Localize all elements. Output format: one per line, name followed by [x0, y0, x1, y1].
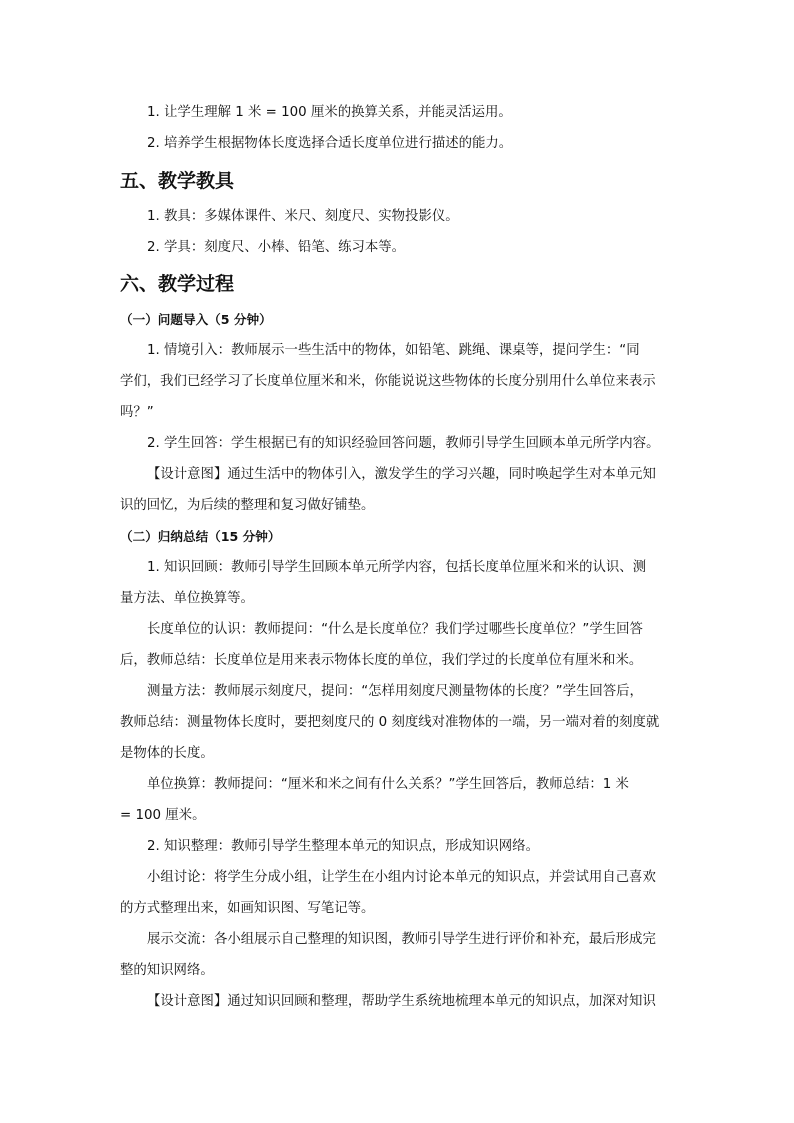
paragraph-line: 是物体的长度。	[120, 746, 214, 761]
paragraph-line: 长度单位的认识：教师提问：“什么是长度单位？我们学过哪些长度单位？”学生回答	[147, 622, 643, 637]
paragraph-line: 后，教师总结：长度单位是用来表示物体长度的单位，我们学过的长度单位有厘米和米。	[120, 653, 643, 668]
aids-item-1: 1. 教具：多媒体课件、米尺、刻度尺、实物投影仪。	[147, 209, 459, 224]
paragraph-line: 整的知识网络。	[120, 963, 214, 978]
paragraph-line: 2. 学生回答：学生根据已有的知识经验回答问题，教师引导学生回顾本单元所学内容。	[147, 436, 660, 451]
paragraph-line: 测量方法：教师展示刻度尺，提问：“怎样用刻度尺测量物体的长度？”学生回答后，	[147, 684, 643, 699]
aids-item-2: 2. 学具：刻度尺、小棒、铅笔、练习本等。	[147, 240, 406, 255]
section-heading-teaching-process: 六、教学过程	[120, 273, 235, 295]
paragraph-line: 量方法、单位换算等。	[120, 591, 254, 606]
paragraph-line: 的方式整理出来，如画知识图、写笔记等。	[120, 901, 375, 916]
paragraph-line: 学们，我们已经学习了长度单位厘米和米，你能说说这些物体的长度分别用什么单位来表示	[120, 374, 656, 389]
subsection-title-intro: （一）问题导入（5 分钟）	[120, 312, 272, 327]
subsection-title-summary: （二）归纳总结（15 分钟）	[120, 529, 281, 544]
paragraph-line: 2. 知识整理：教师引导学生整理本单元的知识点，形成知识网络。	[147, 839, 539, 854]
objective-item-2: 2. 培养学生根据物体长度选择合适长度单位进行描述的能力。	[147, 136, 513, 151]
paragraph-line: 小组讨论：将学生分成小组，让学生在小组内讨论本单元的知识点，并尝试用自己喜欢	[147, 870, 656, 885]
paragraph-line: 【设计意图】通过知识回顾和整理，帮助学生系统地梳理本单元的知识点，加深对知识	[147, 994, 656, 1009]
paragraph-line: 【设计意图】通过生活中的物体引入，激发学生的学习兴趣，同时唤起学生对本单元知	[147, 467, 656, 482]
paragraph-line: 展示交流：各小组展示自己整理的知识图，教师引导学生进行评价和补充，最后形成完	[147, 932, 656, 947]
paragraph-line: 1. 知识回顾：教师引导学生回顾本单元所学内容，包括长度单位厘米和米的认识、测	[147, 560, 647, 575]
paragraph-line: 单位换算：教师提问：“厘米和米之间有什么关系？”学生回答后，教师总结：1 米	[147, 777, 629, 792]
paragraph-line: 吗？”	[120, 405, 154, 420]
paragraph-line: 1. 情境引入：教师展示一些生活中的物体，如铅笔、跳绳、课桌等，提问学生：“同	[147, 343, 640, 358]
objective-item-1: 1. 让学生理解 1 米 = 100 厘米的换算关系，并能灵活运用。	[147, 105, 512, 120]
paragraph-line: 识的回忆，为后续的整理和复习做好铺垫。	[120, 498, 375, 513]
paragraph-line: 教师总结：测量物体长度时，要把刻度尺的 0 刻度线对准物体的一端，另一端对着的刻度就	[120, 715, 660, 730]
paragraph-line: = 100 厘米。	[120, 808, 206, 823]
section-heading-teaching-aids: 五、教学教具	[120, 170, 235, 192]
